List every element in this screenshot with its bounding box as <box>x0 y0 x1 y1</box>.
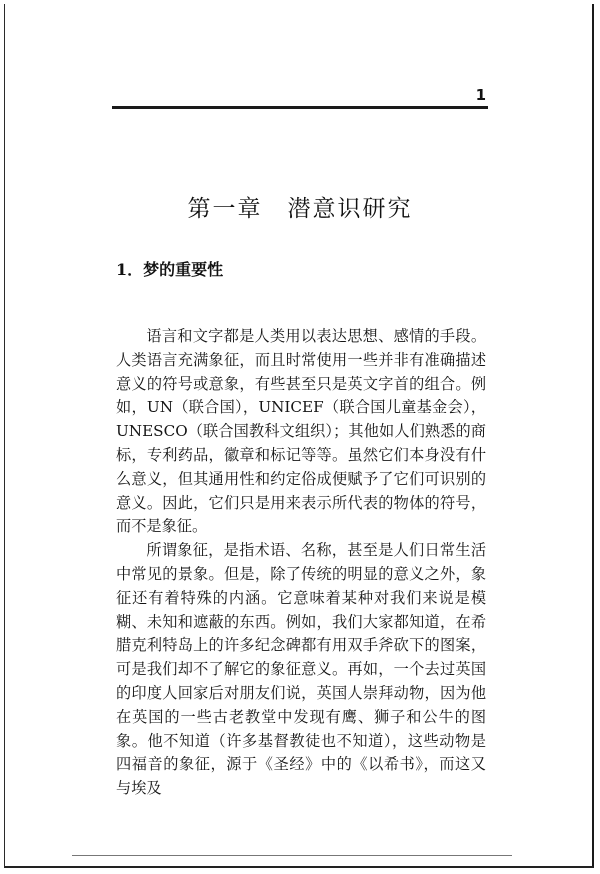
body-text <box>116 325 486 801</box>
page-number: 1 <box>475 86 486 104</box>
header-rule <box>112 106 488 109</box>
paragraph-2: 所谓象征，是指术语、名称，甚至是人们日常生活中常见的景象。但是，除了传统的明显的意义之外，象征还有着特殊的内涵。它意味着某种对我们来说是模糊、未知和遮蔽的东西。例如，我们大家都知道，在希腊克利特岛上的许多纪念碑都有用双手斧砍下的图案，可是我们却不了解它的象征意义。再如，一个去过英国的印度人回家后对朋友们说，英国人崇拜动物，因为他在英国的一些古老教堂中发现有鹰、狮子和公牛的图象。他不知道（许多基督教徒也不知道），这些动物是四福音的象征，源于《圣经》中的《以希书》，而这又与埃及 <box>116 541 486 798</box>
section-heading: 1．梦的重要性 <box>116 260 224 279</box>
bottom-rule <box>72 855 512 856</box>
chapter-title: 第一章 潜意识研究 <box>187 196 413 222</box>
paragraph-1: 语言和文字都是人类用以表达思想、感情的手段。人类语言充满象征，而且时常使用一些并非有准确描述意义的符号或意象，有些甚至只是英文字首的组合。例如，UN（联合国），UNICEF（联合国儿童基金会），UNESCO（联合国教科文组织）；其他如人们熟悉的商标，专利药品，徽章和标记等等。虽然它们本身没有什么意义，但其通用性和约定俗成便赋予了它们可识别的意义。因此，它们只是用来表示所代表的物体的符号，而不是象征。 <box>116 327 486 536</box>
